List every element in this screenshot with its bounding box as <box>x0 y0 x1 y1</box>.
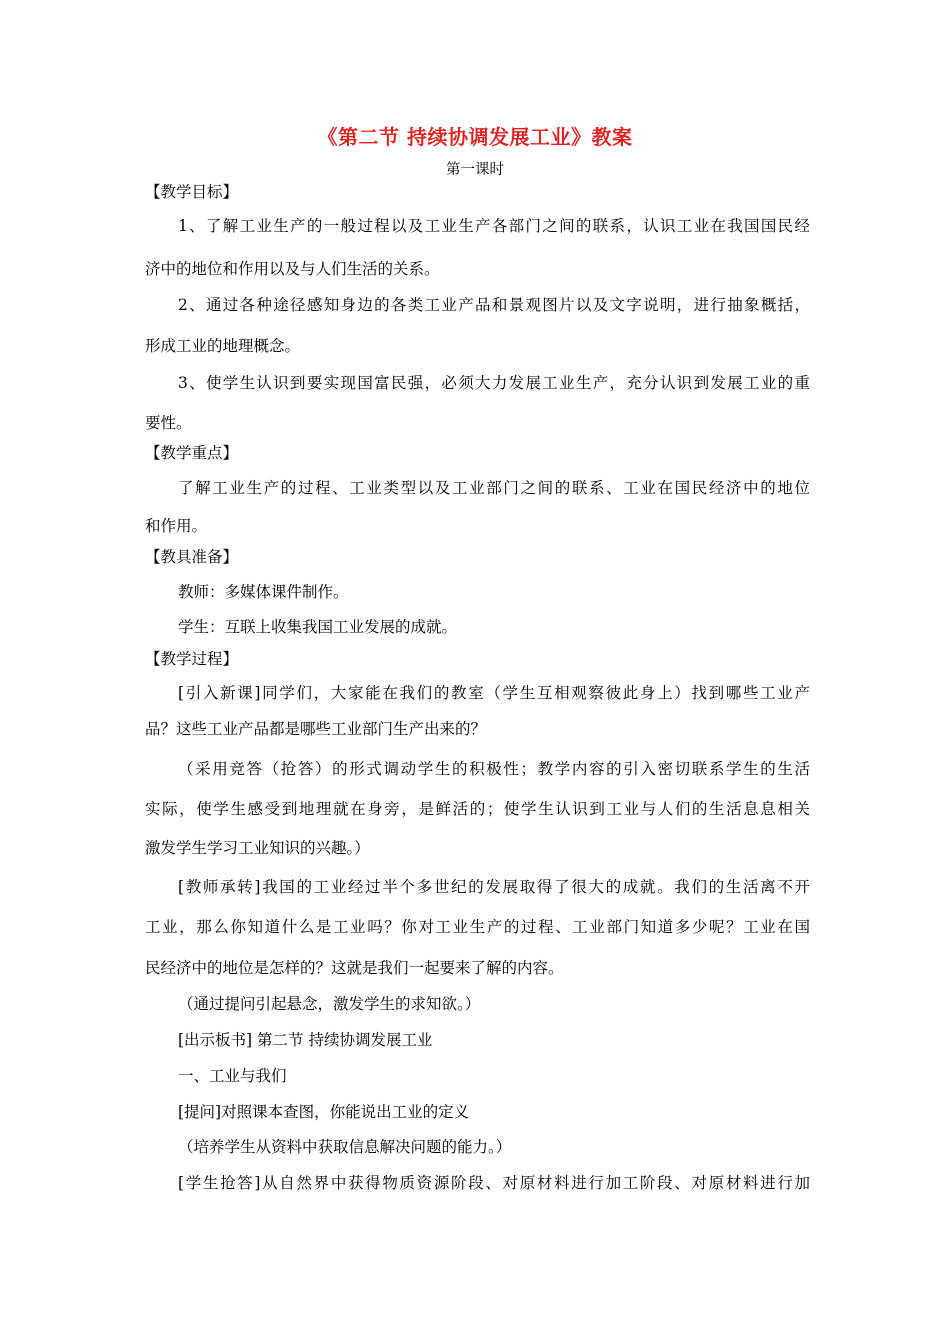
paragraph-line: 学生：互联上收集我国工业发展的成就。 <box>178 618 458 636</box>
paragraph-line: [教师承转]我国的工业经过半个多世纪的发展取得了很大的成就。我们的生活离不开 <box>178 878 810 896</box>
paragraph-line: 了解工业生产的过程、工业类型以及工业部门之间的联系、工业在国民经济中的地位 <box>178 479 810 497</box>
paragraph-line: 和作用。 <box>145 517 208 535</box>
paragraph-line: 济中的地位和作用以及与人们生活的关系。 <box>145 260 440 278</box>
paragraph-line: 民经济中的地位是怎样的？这就是我们一起要来了解的内容。 <box>145 959 564 977</box>
section-heading-materials: 【教具准备】 <box>145 548 239 566</box>
document-title: 《第二节 持续协调发展工业》教案 <box>317 125 633 149</box>
paragraph-line: [出示板书] 第二节 持续协调发展工业 <box>178 1031 433 1049</box>
paragraph-line: 一、工业与我们 <box>178 1067 287 1085</box>
paragraph-line: 形成工业的地理概念。 <box>145 337 301 355</box>
paragraph-line: 1、了解工业生产的一般过程以及工业生产各部门之间的联系，认识工业在我国国民经 <box>178 217 810 235</box>
paragraph-line: 要性。 <box>145 414 192 432</box>
paragraph-line: [提问]对照课本查图，你能说出工业的定义 <box>178 1103 470 1121</box>
paragraph-line: （通过提问引起悬念，激发学生的求知欲。） <box>178 995 481 1013</box>
section-heading-process: 【教学过程】 <box>145 650 239 668</box>
paragraph-line: 实际，使学生感受到地理就在身旁，是鲜活的；使学生认识到工业与人们的生活息息相关 <box>145 800 810 818</box>
paragraph-line: （培养学生从资料中获取信息解决问题的能力。） <box>178 1138 512 1156</box>
paragraph-line: [学生抢答]从自然界中获得物质资源阶段、对原材料进行加工阶段、对原材料进行加 <box>178 1174 810 1192</box>
paragraph-line: 工业，那么你知道什么是工业吗？你对工业生产的过程、工业部门知道多少呢？工业在国 <box>145 918 810 936</box>
paragraph-line: 3、使学生认识到要实现国富民强，必须大力发展工业生产，充分认识到发展工业的重 <box>178 374 810 392</box>
paragraph-line: 品？这些工业产品都是哪些工业部门生产出来的？ <box>145 720 487 738</box>
paragraph-line: （采用竞答（抢答）的形式调动学生的积极性；教学内容的引入密切联系学生的生活 <box>178 760 810 778</box>
paragraph-line: 激发学生学习工业知识的兴趣。） <box>145 839 370 857</box>
section-heading-objectives: 【教学目标】 <box>145 183 239 201</box>
paragraph-line: 2、通过各种途径感知身边的各类工业产品和景观图片以及文字说明，进行抽象概括， <box>178 296 810 314</box>
document-subtitle: 第一课时 <box>446 162 504 178</box>
paragraph-line: 教师：多媒体课件制作。 <box>178 583 349 601</box>
section-heading-key-points: 【教学重点】 <box>145 444 239 462</box>
paragraph-line: [引入新课]同学们，大家能在我们的教室（学生互相观察彼此身上）找到哪些工业产 <box>178 684 810 702</box>
